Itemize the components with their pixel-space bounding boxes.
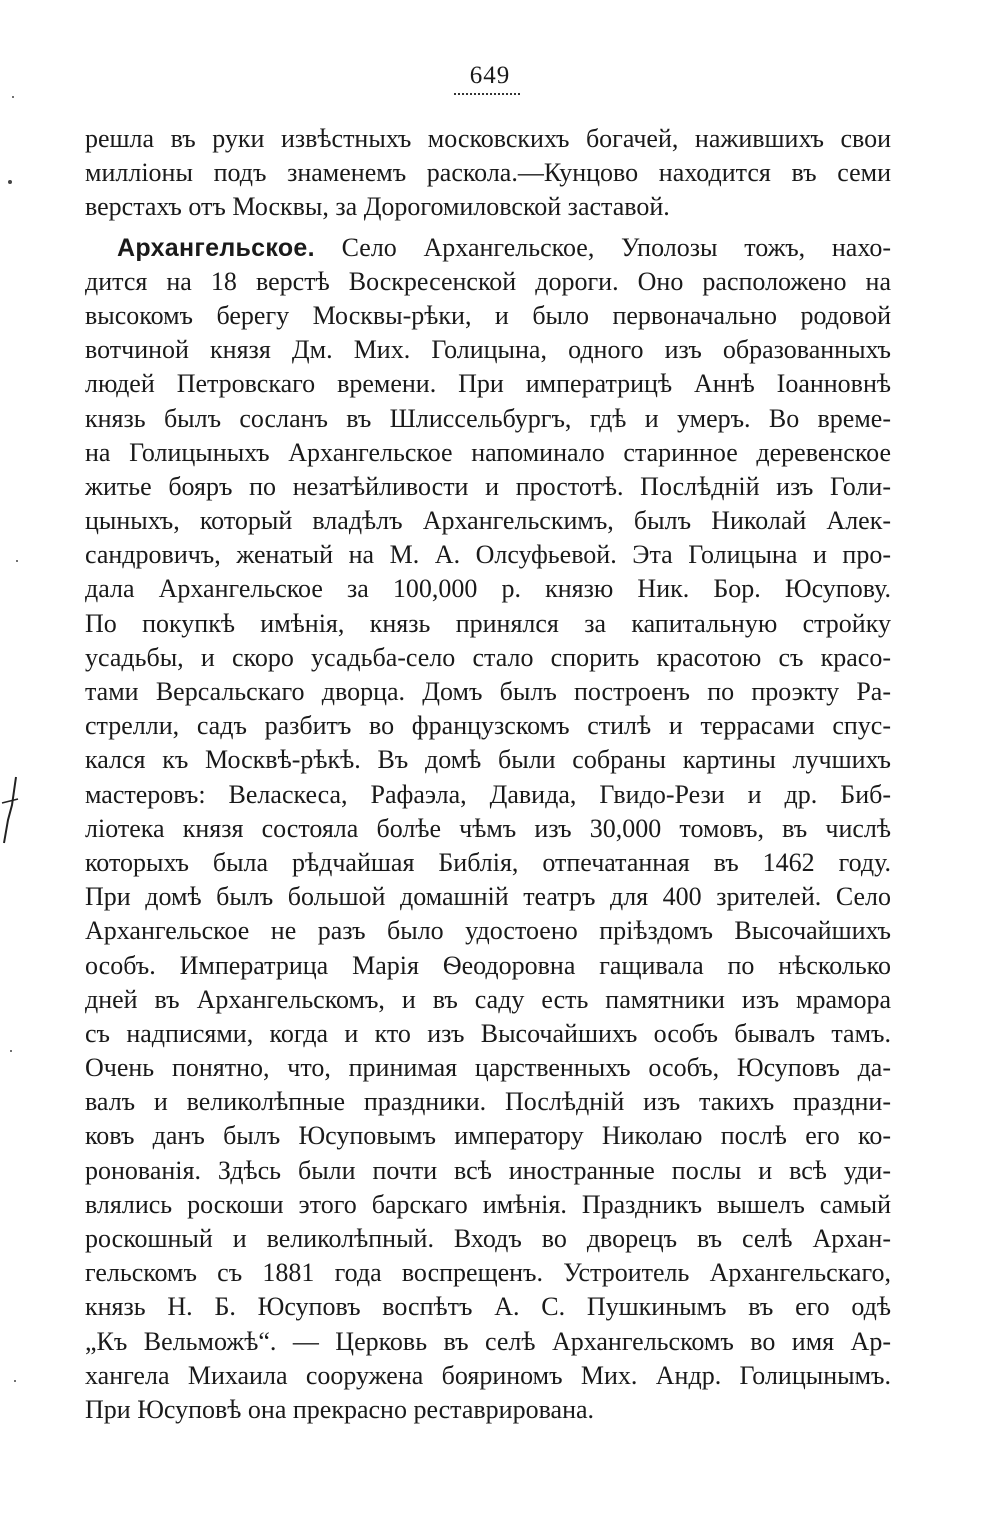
text-line: дней въ Архангельскомъ, и въ саду есть памятники изъ мрамора xyxy=(85,984,891,1014)
margin-speck xyxy=(12,96,14,98)
text-line: При домѣ былъ большой домашній театръ для 400 зрителей. Село xyxy=(85,882,891,912)
text-line: По покупкѣ имѣнія, князь принялся за капитальную стройку xyxy=(85,608,891,638)
text-line: ковъ данъ былъ Юсуповымъ императору Николаю послѣ его ко- xyxy=(85,1121,891,1151)
text-line: ліотека князя состояла болѣе чѣмъ изъ 30,000 томовъ, въ числѣ xyxy=(85,813,891,843)
text-line: людей Петровскаго времени. При императрицѣ Аннѣ Іоанновнѣ xyxy=(85,369,891,399)
text-line: решла въ руки извѣстныхъ московскихъ богачей, нажившихъ свои xyxy=(85,124,891,153)
margin-speck xyxy=(10,1050,12,1052)
paragraph-first-line xyxy=(85,231,891,265)
text-line: мастеровъ: Веласкеса, Рафаэла, Давида, Гвидо-Рези и др. Биб- xyxy=(85,779,891,809)
text-line: житье бояръ по незатѣйливости и простотѣ. Послѣдній изъ Голи- xyxy=(85,471,891,501)
text-line: валъ и великолѣпные праздники. Послѣдній изъ такихъ праздни- xyxy=(85,1087,891,1117)
text-line: которыхъ была рѣдчайшая Библія, отпечатанная въ 1462 году. xyxy=(85,847,891,877)
margin-speck xyxy=(8,180,12,184)
text-line: Архангельское не разъ было удостоено пріѣздомъ Высочайшихъ xyxy=(85,916,891,946)
margin-pencil-mark xyxy=(0,775,22,845)
text-line: милліоны подъ знаменемъ раскола.—Кунцово находится въ семи xyxy=(85,158,891,188)
text-line: на Голицыныхъ Архангельское напоминало старинное деревенское xyxy=(85,437,891,467)
margin-speck xyxy=(14,1380,16,1382)
text-line: съ надписями, когда и кто изъ Высочайшихъ особъ бывалъ тамъ. xyxy=(85,1018,891,1048)
text-line: сандровичъ, женатый на М. А. Олсуфьевой. Эта Голицына и про- xyxy=(85,540,891,570)
text-line: особъ. Императрица Марія Ѳеодоровна гащивала по нѣсколько xyxy=(85,950,891,980)
page-number-rule xyxy=(454,93,520,95)
text-line: „Къ Вельможѣ“. — Церковь въ селѣ Архангельскомъ во имя Ар- xyxy=(85,1326,891,1356)
margin-speck xyxy=(16,560,18,562)
page-number: 649 xyxy=(469,62,511,89)
text-line: хангела Михаила сооружена бояриномъ Мих. Андр. Голицынымъ. xyxy=(85,1360,891,1390)
text-line: князь Н. Б. Юсуповъ воспѣтъ А. С. Пушкинымъ въ его одѣ xyxy=(85,1292,891,1322)
text-line: стрелли, садъ разбитъ во французскомъ стилѣ и террасами спус- xyxy=(85,711,891,741)
text-line: влялись роскоши этого барскаго имѣнія. Праздникъ вышелъ самый xyxy=(85,1189,891,1219)
text-line: Очень понятно, что, принимая царственныхъ особъ, Юсуповъ да- xyxy=(85,1053,891,1083)
text-line-rest: Село Архангельское, Уполозы тожъ, нахо- xyxy=(341,232,891,262)
text-line: князь былъ сосланъ въ Шлиссельбургъ, гдѣ и умеръ. Во време- xyxy=(85,403,891,433)
body-text xyxy=(85,122,891,1427)
text-line: дится на 18 верстѣ Воскресенской дороги. Оно расположено на xyxy=(85,266,891,296)
text-line: кался къ Москвѣ-рѣкѣ. Въ домѣ были собраны картины лучшихъ xyxy=(85,745,891,775)
text-line: усадьбы, и скоро усадьба-село стало спорить красотою съ красо- xyxy=(85,642,891,672)
text-line: дала Архангельское за 100,000 р. князю Ник. Бор. Юсупову. xyxy=(85,574,891,604)
text-line: вотчиной князя Дм. Мих. Голицына, одного изъ образованныхъ xyxy=(85,335,891,365)
text-line: При Юсуповѣ она прекрасно реставрирована. xyxy=(85,1394,595,1424)
text-line: роскошный и великолѣпный. Входъ во дворецъ въ селѣ Архан- xyxy=(85,1224,891,1253)
text-line: гельскомъ съ 1881 года воспрещенъ. Устроитель Архангельскаго, xyxy=(85,1258,891,1288)
text-line: цыныхъ, который владѣлъ Архангельскимъ, былъ Николай Алек- xyxy=(85,506,891,536)
text-line: тами Версальскаго дворца. Домъ былъ построенъ по проэкту Ра- xyxy=(85,677,891,706)
text-line: высокомъ берегу Москвы-рѣки, и было первоначально родовой xyxy=(85,300,891,330)
section-heading: Архангельское. xyxy=(117,233,315,262)
text-line: ронованія. Здѣсь были почти всѣ иностранные послы и всѣ уди- xyxy=(85,1155,891,1185)
text-line: верстахъ отъ Москвы, за Дорогомиловской заставой. xyxy=(85,192,670,222)
